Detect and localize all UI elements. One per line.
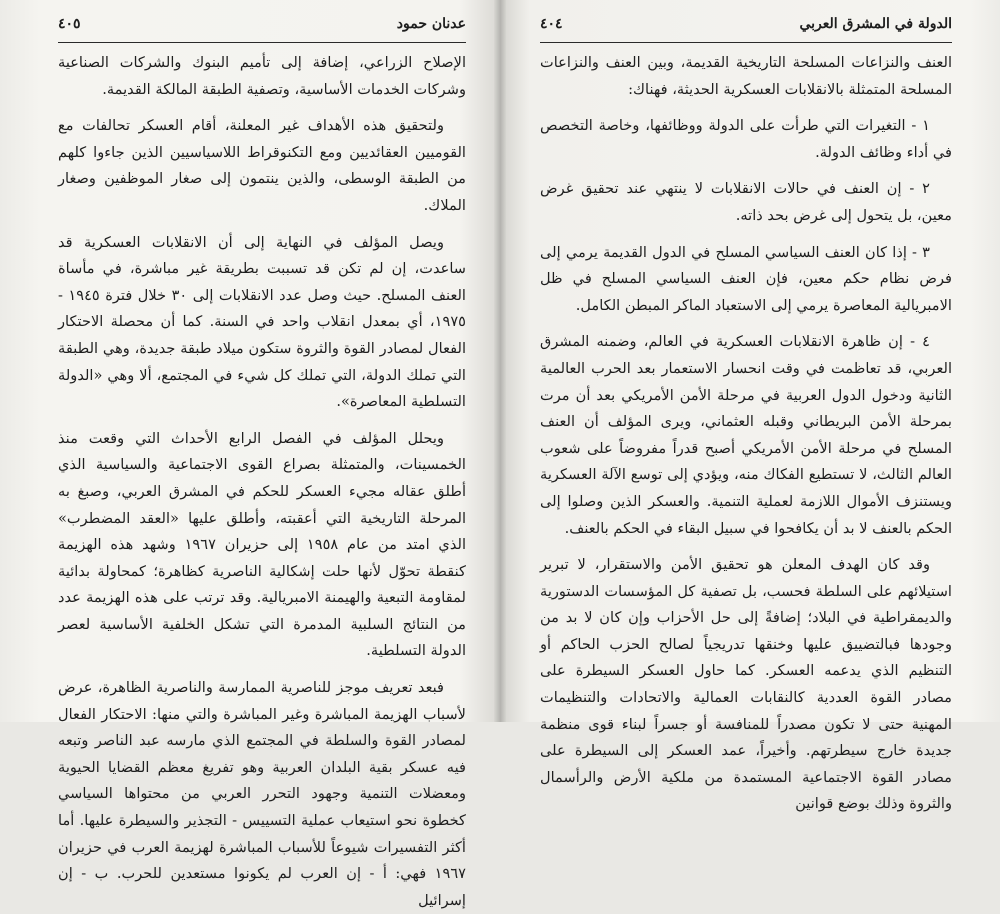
- left-page: [0, 0, 500, 909]
- left-header-rule: [58, 42, 466, 43]
- right-paragraph-6: وقد كان الهدف المعلن هو تحقيق الأمن والاستقرار، لا تبرير استيلائهم على السلطة فحسب، بل تصفية كل المؤسسات الدستورية والديمقراطية في البلاد؛ إضافةً إلى حل الأحزاب وإن كان لا بد من وجودها فبالتضييق عليها وخنقها تدريجياً لصالح الحزب الحاكم أو التنظيم الذي يدعمه العسكر. كما حاول العسكر السيطرة على مصادر القوة العددية كالنقابات العمالية والاتحادات والتنظيمات المهنية حتى لا تكون مصدراً للمنافسة أو جسراً لبناء قوى منظمة جديدة خارج سيطرتهم. وأخيراً، عمد العسكر إلى السيطرة على مصادر القوة الاجتماعية المستمدة من ملكية الأرض والرأسمال والثروة وذلك بوضع قوانين: [540, 556, 952, 813]
- right-page-body: [540, 50, 952, 813]
- left-page-running-title: عدنان حمود: [396, 16, 466, 32]
- left-page-number: ٤٠٥: [58, 16, 81, 32]
- left-page-body: [58, 50, 466, 909]
- left-paragraph-1: الإصلاح الزراعي، إضافة إلى تأميم البنوك والشركات الصناعية وشركات الخدمات الأساسية، وتصفية الطبقة المالكة القديمة.: [58, 54, 466, 98]
- right-list-item-3: ٣ - إذا كان العنف السياسي المسلح في الدول القديمة يرمي إلى فرض نظام حكم معين، فإن العنف السياسي المسلح في ظل الامبريالية المعاصرة يرمي إلى الاستعباد الماكر المبطن الكامل.: [540, 243, 952, 314]
- left-paragraph-4: ويحلل المؤلف في الفصل الرابع الأحداث التي وقعت منذ الخمسينات، والمتمثلة بصراع القوى الاجتماعية والسياسية الذي أطلق عقاله مجيء العسكر للحكم في المشرق العربي، وصبغ به المرحلة التاريخية التي أعقبته، وأطلق عليها «العقد المضطرب» الذي امتد من عام ١٩٥٨ إلى حزيران ١٩٦٧ وشهد هذه الهزيمة كنقطة تحوّل لأنها حلت إشكالية الناصرية كظاهرة؛ كمحاولة بدائية لمقاومة التبعية والهيمنة الامبريالية. وقد ترتب على هذه الهزيمة عدد من النتائج السلبية المدمرة التي تشكل الخلفية الأساسية لعصر الدولة التسلطية.: [58, 429, 466, 660]
- left-paragraph-5: فبعد تعريف موجز للناصرية الممارسة والناصرية الظاهرة، عرض لأسباب الهزيمة المباشرة وغير المباشرة والتي منها: الاحتكار الفعال لمصادر القوة والسلطة في المجتمع الذي مارسه عبد الناصر وتبعه فيه عسكر بقية البلدان العربية وهو تفريغ معظم القضايا الحيوية ومعضلات التنمية وجهود التحرر العربي من محتواها السياسي كخطوة نحو استيعاب عملية التسييس - التجذير والسيطرة عليها. أما أكثر التفسيرات شيوعاً للأسباب المباشرة لهزيمة العرب في حزيران ١٩٦٧ فهي: أ - إن العرب لم يكونوا مستعدين للحرب. ب - إن إسرائيل: [58, 679, 466, 909]
- right-list-item-4: ٤ - إن ظاهرة الانقلابات العسكرية في العالم، وضمنه المشرق العربي، قد تعاظمت في وقت انحسار الاستعمار بعد الحرب العالمية الثانية ودخول الدول العربية في مرحلة الأمن الأمريكي بعد أن مرت بمرحلة الأمن البريطاني وقبله العثماني، ويرى المؤلف أن العنف المسلح في مرحلة الأمن الأمريكي أصبح قدراً مفروضاً على شعوب العالم الثالث، لا تستطيع الفكاك منه، ويؤدي إلى توسع الآلة العسكرية ويستنزف الأموال اللازمة لعملية التنمية. والعسكر الذين وصلوا إلى الحكم بالعنف لا بد أن يكافحوا في سبيل البقاء في الحكم بالعنف.: [540, 333, 952, 537]
- left-paragraph-3: ويصل المؤلف في النهاية إلى أن الانقلابات العسكرية قد ساعدت، إن لم تكن قد تسببت بطريقة غير مباشرة، في مأساة العنف المسلح. حيث وصل عدد الانقلابات إلى ٣٠ خلال فترة ١٩٤٥ - ١٩٧٥، أي بمعدل انقلاب واحد في السنة. كما أن محصلة الاحتكار الفعال لمصادر القوة والثروة ستكون ميلاد طبقة جديدة، وهي الطبقة التي تملك الدولة، التي تملك كل شيء في المجتمع، ألا وهي «الدولة التسلطية المعاصرة».: [58, 233, 466, 411]
- left-paragraph-2: ولتحقيق هذه الأهداف غير المعلنة، أقام العسكر تحالفات مع القوميين العقائديين ومع التكنوقراط اللاسياسيين الذين جاءوا كلهم من الطبقة الوسطى، والذين ينتمون إلى صغار الموظفين وصغار الملاك.: [58, 117, 466, 214]
- right-paragraph-1: العنف والنزاعات المسلحة التاريخية القديمة، وبين العنف والنزاعات المسلحة المتمثلة بالانقلابات العسكرية الحديثة، فهناك:: [540, 54, 952, 98]
- right-header-rule: [540, 42, 952, 43]
- right-list-item-1: ١ - التغيرات التي طرأت على الدولة ووظائفها، وخاصة التخصص في أداء وظائف الدولة.: [540, 117, 952, 161]
- right-page-number: ٤٠٤: [540, 16, 563, 32]
- right-list-item-2: ٢ - إن العنف في حالات الانقلابات لا ينتهي عند تحقيق غرض معين، بل يتحول إلى غرض بحد ذاته.: [540, 180, 952, 224]
- right-page-running-title: الدولة في المشرق العربي: [799, 16, 952, 32]
- book-gutter: [494, 0, 506, 722]
- right-page: [500, 0, 1000, 813]
- left-page-header: [58, 16, 466, 40]
- right-page-header: [540, 16, 952, 40]
